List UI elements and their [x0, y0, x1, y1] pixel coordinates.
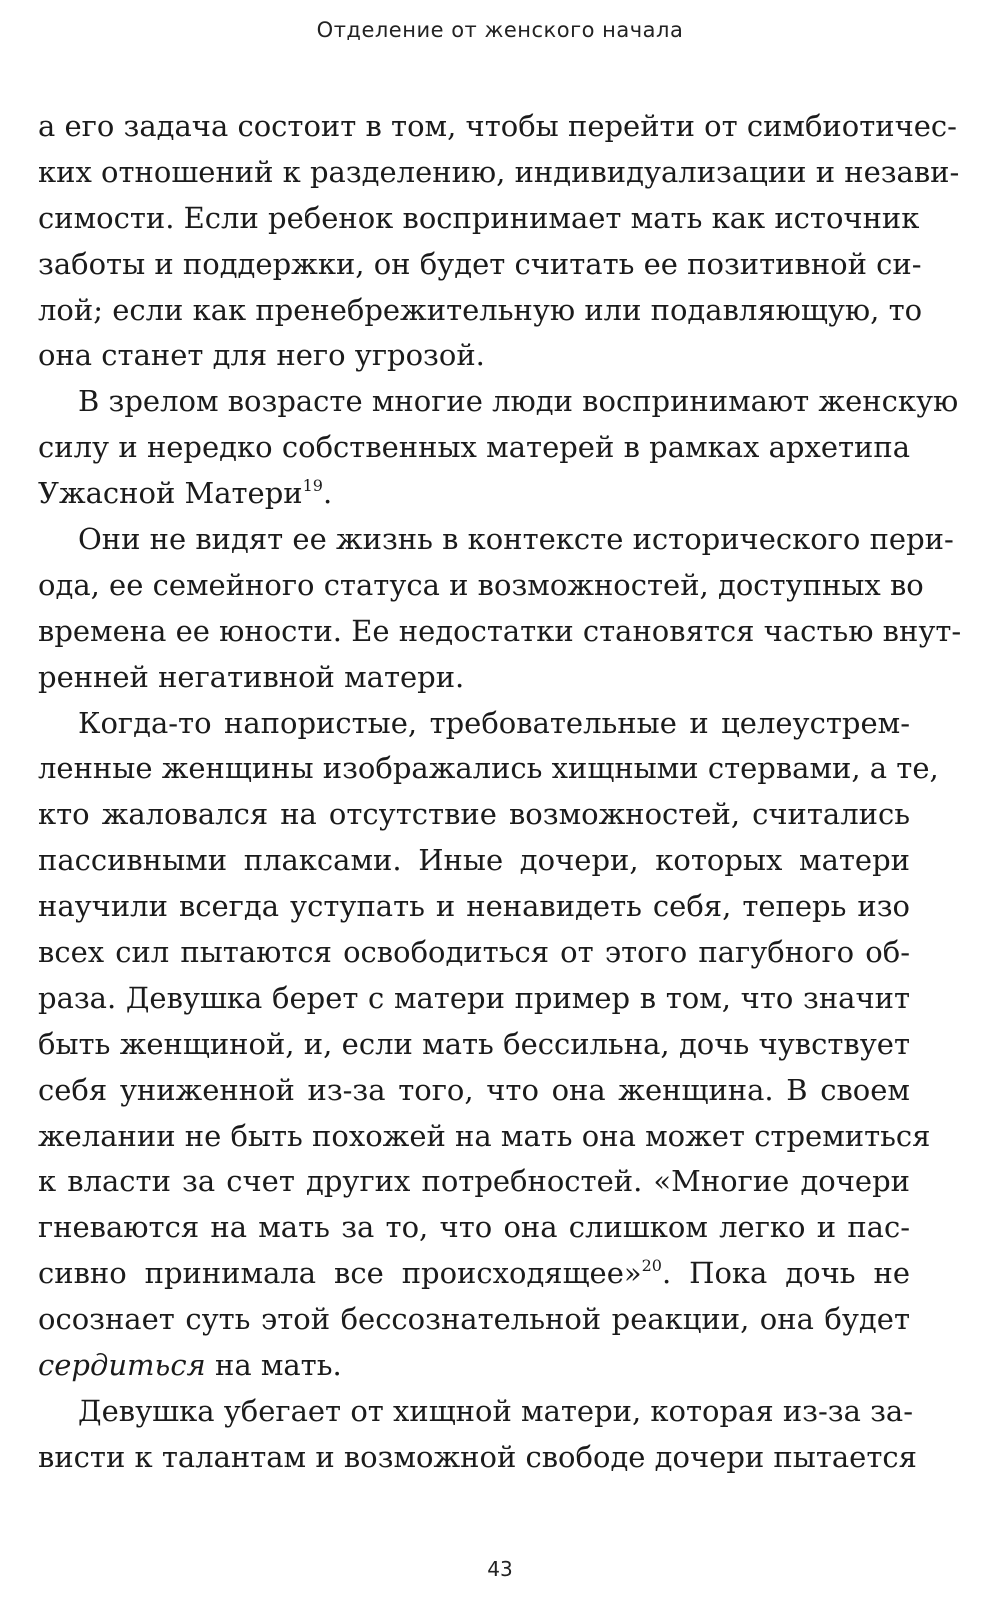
text-line: всех сил пытаются освободиться от этого пагубного об- [38, 935, 910, 970]
text-line: ренней негативной матери. [38, 659, 465, 694]
text-fragment: Ужасной Матери [38, 476, 303, 511]
text-line: Девушка убегает от хищной матери, которая из-за за- [78, 1393, 914, 1428]
paragraph-2 [38, 379, 959, 517]
text-line-with-footnote [38, 1251, 910, 1297]
text-fragment: сивно принимала все происходящее» [38, 1256, 642, 1291]
text-line: Они не видят ее жизнь в контексте исторического пери- [78, 522, 954, 557]
text-line: висти к талантам и возможной свободе дочери пытается [38, 1439, 917, 1474]
text-line: к власти за счет других потребностей. «Многие дочери [38, 1164, 910, 1199]
text-line: времена ее юности. Ее недостатки становятся частью внут- [38, 613, 962, 648]
text-line: пассивными плаксами. Иные дочери, которых матери [38, 843, 910, 878]
footnote-ref[interactable]: 20 [641, 1256, 662, 1276]
text-fragment: . Пока дочь не [661, 1256, 910, 1291]
emphasis-word: сердиться [38, 1348, 206, 1383]
text-line: ленные женщины изображались хищными стервами, а те, [38, 751, 939, 786]
text-line: раза. Девушка берет с матери пример в том, что значит [38, 980, 910, 1015]
text-line: ода, ее семейного статуса и возможностей, доступных во [38, 567, 924, 602]
paragraph-3 [38, 517, 962, 701]
text-line: желании не быть похожей на мать она может стремиться [38, 1118, 931, 1153]
text-line: В зрелом возрасте многие люди воспринимают женскую [78, 384, 959, 419]
running-head: Отделение от женского начала [316, 18, 684, 42]
text-line: ких отношений к разделению, индивидуализации и незави- [38, 154, 960, 189]
page-number: 43 [487, 1557, 513, 1581]
text-fragment: . [322, 476, 333, 511]
text-line: силу и нередко собственных матерей в рамках архетипа [38, 430, 910, 465]
text-line: Когда-то напористые, требовательные и целеустрем- [78, 705, 910, 740]
body-text [38, 104, 962, 1481]
text-line: она станет для него угрозой. [38, 338, 485, 373]
text-line: лой; если как пренебрежительную или подавляющую, то [38, 292, 923, 327]
text-line: осознает суть этой бессознательной реакции, она будет [38, 1302, 910, 1337]
footnote-ref[interactable]: 19 [302, 476, 323, 496]
paragraph-5 [38, 1389, 917, 1481]
text-line: а его задача состоит в том, чтобы перейти от симбиотичес- [38, 109, 957, 143]
text-line: симости. Если ребенок воспринимает мать как источник [38, 200, 920, 235]
text-line: быть женщиной, и, если мать бессильна, дочь чувствует [38, 1026, 910, 1061]
paragraph-1 [38, 104, 960, 379]
text-line: гневаются на мать за то, что она слишком легко и пас- [38, 1210, 910, 1245]
text-line: кто жаловался на отсутствие возможностей, считались [38, 797, 910, 832]
text-line: научили всегда уступать и ненавидеть себя, теперь изо [38, 889, 910, 924]
text-line-with-emphasis [38, 1343, 910, 1389]
text-line: себя униженной из-за того, что она женщина. В своем [38, 1072, 910, 1107]
text-line: заботы и поддержки, он будет считать ее позитивной си- [38, 246, 922, 281]
text-line-with-footnote [38, 471, 910, 517]
paragraph-4 [38, 701, 939, 1389]
text-fragment: на мать. [205, 1348, 342, 1383]
